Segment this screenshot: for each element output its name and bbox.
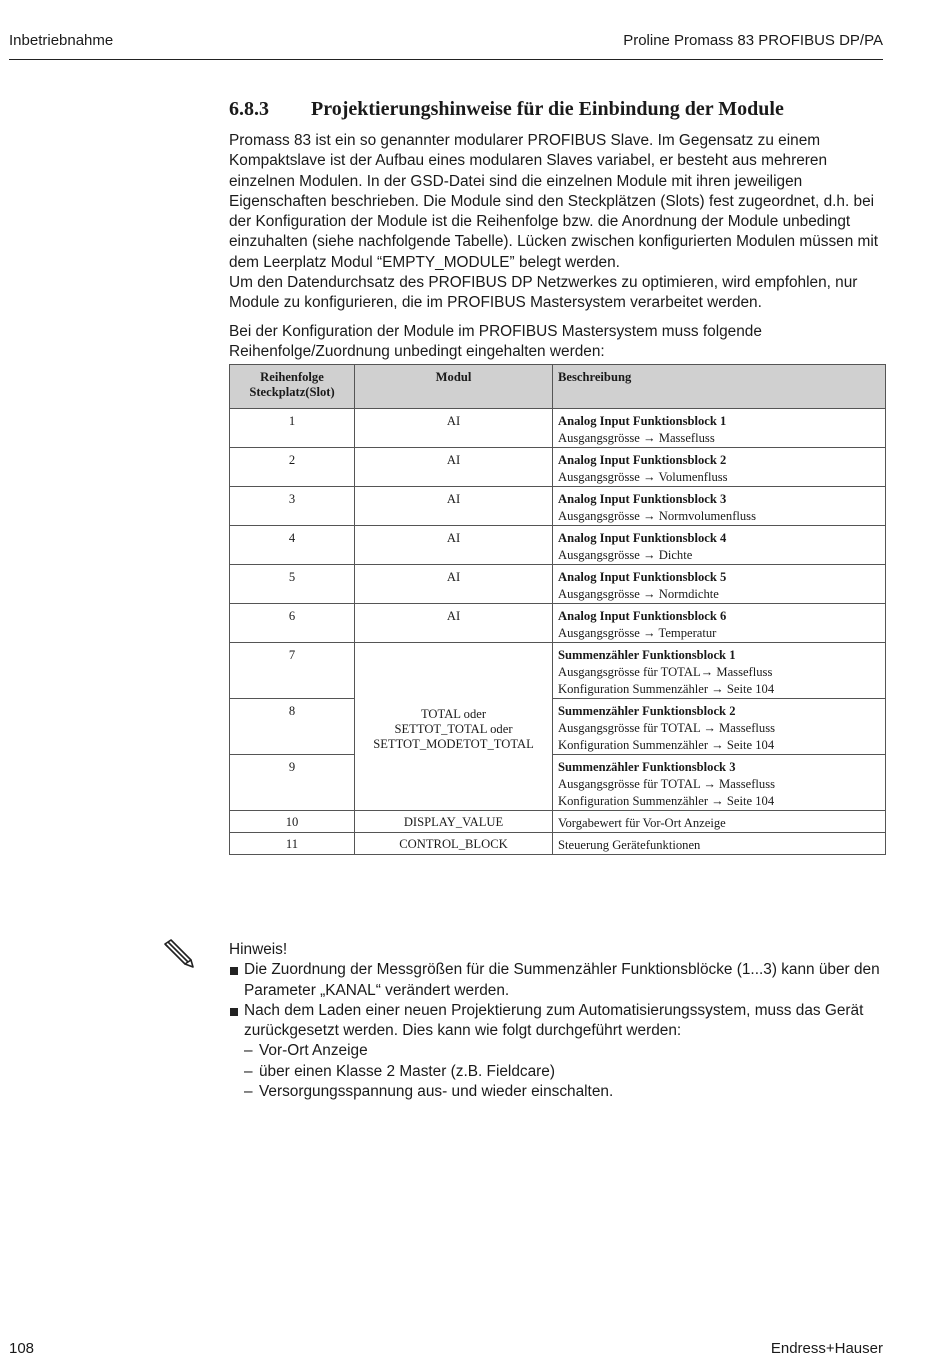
note-dash-item: – Vor-Ort Anzeige	[244, 1041, 885, 1061]
note-dash-item: – über einen Klasse 2 Master (z.B. Fieldcare)	[244, 1062, 885, 1082]
module-cell: AI	[355, 604, 553, 643]
slot-cell: 1	[230, 409, 355, 448]
table-row	[230, 487, 886, 526]
module-cell: AI	[355, 565, 553, 604]
module-cell: AI	[355, 487, 553, 526]
description-title: Analog Input Funktionsblock 6	[558, 609, 727, 623]
description-title: Analog Input Funktionsblock 5	[558, 570, 727, 584]
description-cell	[553, 833, 886, 855]
description-line: Ausgangsgrösse → Volumenfluss	[558, 470, 728, 484]
table-row	[230, 643, 886, 699]
note-block	[229, 940, 885, 1102]
section-title: Projektierungshinweise für die Einbindung der Module	[311, 98, 784, 120]
description-cell	[553, 604, 886, 643]
description-line: Steuerung Gerätefunktionen	[558, 838, 701, 852]
intro-text	[229, 131, 885, 314]
table-row	[230, 699, 886, 755]
description-line: Ausgangsgrösse → Dichte	[558, 548, 693, 562]
module-name-line: SETTOT_MODETOT_TOTAL	[373, 736, 534, 751]
description-title: Summenzähler Funktionsblock 3	[558, 760, 736, 774]
table-header-row	[230, 365, 886, 409]
description-cell	[553, 409, 886, 448]
description-title: Summenzähler Funktionsblock 1	[558, 648, 736, 662]
description-line: Ausgangsgrösse → Normdichte	[558, 587, 719, 601]
column-header-description: Beschreibung	[553, 365, 886, 409]
running-header-product: Proline Promass 83 PROFIBUS DP/PA	[623, 32, 883, 49]
description-title: Analog Input Funktionsblock 3	[558, 492, 727, 506]
description-line: Konfiguration Summenzähler → Seite 104	[558, 682, 775, 696]
slot-cell: 4	[230, 526, 355, 565]
description-title: Analog Input Funktionsblock 1	[558, 414, 727, 428]
description-line: Ausgangsgrösse für TOTAL → Massefluss	[558, 721, 776, 735]
module-cell: CONTROL_BLOCK	[355, 833, 553, 855]
description-cell	[553, 643, 886, 699]
section-heading	[229, 98, 784, 121]
table-row	[230, 526, 886, 565]
slot-cell: 5	[230, 565, 355, 604]
description-title: Analog Input Funktionsblock 2	[558, 453, 727, 467]
description-cell	[553, 487, 886, 526]
table-row	[230, 448, 886, 487]
module-slot-table	[229, 364, 886, 855]
description-line: Ausgangsgrösse → Normvolumenfluss	[558, 509, 756, 523]
description-cell	[553, 755, 886, 811]
table-row	[230, 811, 886, 833]
description-line: Konfiguration Summenzähler → Seite 104	[558, 794, 775, 808]
note-dash-item: – Versorgungsspannung aus- und wieder einschalten.	[244, 1082, 885, 1102]
table-lead-text: Bei der Konfiguration der Module im PROFIBUS Mastersystem muss folgende Reihenfolge/Zuordnung unbedingt eingehalten werden:	[229, 323, 762, 361]
description-line: Konfiguration Summenzähler → Seite 104	[558, 738, 775, 752]
intro-paragraph-2: Um den Datendurchsatz des PROFIBUS DP Netzwerkes zu optimieren, wird empfohlen, nur Module zu konfigurieren, die im PROFIBUS Mastersystem verarbeitet werden.	[229, 274, 858, 312]
slot-cell: 8	[230, 699, 355, 755]
description-title: Analog Input Funktionsblock 4	[558, 531, 727, 545]
note-sublist	[244, 1041, 885, 1102]
table-row	[230, 409, 886, 448]
description-line: Ausgangsgrösse für TOTAL→ Massefluss	[558, 665, 773, 679]
column-header-slot: Reihenfolge Steckplatz(Slot)	[230, 365, 355, 409]
intro-paragraph-1: Promass 83 ist ein so genannter modularer PROFIBUS Slave. Im Gegensatz zu einem Kompaktslave ist der Aufbau eines modularen Slaves variabel, er besteht aus mehreren einzelnen Modulen. In der GSD-Datei sind die einzelnen Module mit ihren jeweiligen Eigenschaften beschrieben. Die Module sind den Steckplätzen (Slots) fest zugeordnet, d.h. bei der Konfiguration der Module ist die Reihenfolge bzw. die Anordnung der Module unbedingt einzuhalten (siehe nachfolgende Tabelle). Lücken zwischen konfigurierten Modulen müssen mit dem Leerplatz Modul “EMPTY_MODULE” belegt werden.	[229, 132, 879, 271]
column-header-module: Modul	[355, 365, 553, 409]
description-line: Ausgangsgrösse → Temperatur	[558, 626, 717, 640]
company-name: Endress+Hauser	[770, 1340, 883, 1357]
description-line: Vorgabewert für Vor-Ort Anzeige	[558, 816, 726, 830]
description-title: Summenzähler Funktionsblock 2	[558, 704, 736, 718]
note-list	[229, 960, 885, 1102]
header-divider	[9, 59, 883, 60]
module-cell: AI	[355, 409, 553, 448]
slot-cell: 3	[230, 487, 355, 526]
module-cell: AI	[355, 526, 553, 565]
description-cell	[553, 699, 886, 755]
pencil-icon	[160, 936, 196, 972]
description-line: Ausgangsgrösse für TOTAL → Massefluss	[558, 777, 776, 791]
note-label: Hinweis!	[229, 941, 288, 958]
module-cell-totalizer	[355, 643, 553, 811]
slot-cell: 2	[230, 448, 355, 487]
module-cell: AI	[355, 448, 553, 487]
slot-cell: 7	[230, 643, 355, 699]
table-row	[230, 755, 886, 811]
module-cell: DISPLAY_VALUE	[355, 811, 553, 833]
page-number: 108	[9, 1340, 35, 1357]
slot-cell: 10	[230, 811, 355, 833]
note-bullet-text: Nach dem Laden einer neuen Projektierung zum Automatisierungssystem, muss das Gerät zurückgesetzt werden. Dies kann wie folgt durchgeführt werden:	[244, 1001, 864, 1040]
description-cell	[553, 526, 886, 565]
table-row	[230, 565, 886, 604]
table-row	[230, 604, 886, 643]
description-cell	[553, 811, 886, 833]
note-bullet	[229, 1001, 885, 1102]
module-name-line: TOTAL oder	[420, 706, 487, 721]
note-bullet: Die Zuordnung der Messgrößen für die Summenzähler Funktionsblöcke (1...3) kann über den Parameter „KANAL“ verändert werden.	[229, 960, 885, 1001]
slot-cell: 6	[230, 604, 355, 643]
slot-cell: 11	[230, 833, 355, 855]
description-cell	[553, 565, 886, 604]
description-line: Ausgangsgrösse → Massefluss	[558, 431, 715, 445]
slot-cell: 9	[230, 755, 355, 811]
module-name-line: SETTOT_TOTAL oder	[394, 721, 513, 736]
description-cell	[553, 448, 886, 487]
running-header-section: Inbetriebnahme	[9, 32, 114, 49]
section-number: 6.8.3	[229, 98, 269, 120]
table-row	[230, 833, 886, 855]
